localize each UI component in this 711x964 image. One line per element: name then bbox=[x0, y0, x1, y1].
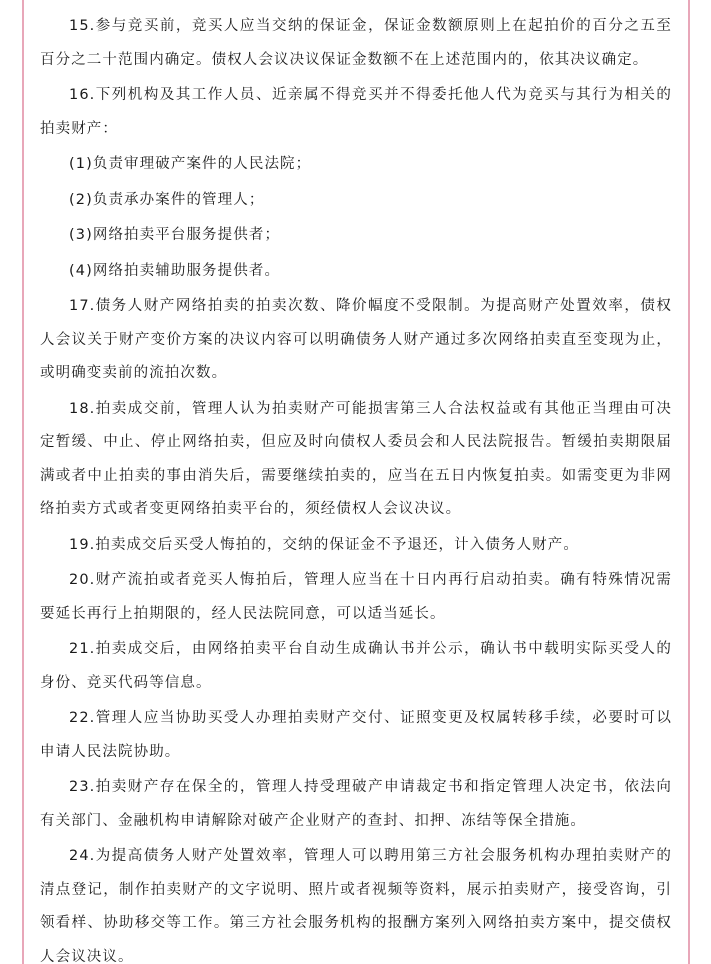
document-body bbox=[40, 10, 672, 964]
paragraph-15: 15.参与竞买前，竞买人应当交纳的保证金，保证金数额原则上在起拍价的百分之五至百分之二十范围内确定。债权人会议决议保证金数额不在上述范围内的，依其决议确定。 bbox=[40, 18, 672, 68]
paragraph-21: 21.拍卖成交后，由网络拍卖平台自动生成确认书并公示，确认书中载明实际买受人的身份、竞买代码等信息。 bbox=[40, 641, 672, 691]
page-border-right bbox=[688, 0, 690, 964]
paragraph-18: 18.拍卖成交前，管理人认为拍卖财产可能损害第三人合法权益或有其他正当理由可决定暂缓、中止、停止网络拍卖，但应及时向债权人委员会和人民法院报告。暂缓拍卖期限届满或者中止拍卖的事由消失后，需要继续拍卖的，应当在五日内恢复拍卖。如需变更为非网络拍卖方式或者变更网络拍卖平台的，须经债权人会议决议。 bbox=[40, 400, 672, 517]
paragraph-22: 22.管理人应当协助买受人办理拍卖财产交付、证照变更及权属转移手续，必要时可以申请人民法院协助。 bbox=[40, 710, 672, 760]
list-item: (1)负责审理破产案件的人民法院； bbox=[69, 156, 312, 172]
list-item: (3)网络拍卖平台服务提供者； bbox=[69, 227, 281, 243]
list-item: (4)网络拍卖辅助服务提供者。 bbox=[69, 262, 281, 279]
page-border-left bbox=[22, 0, 24, 964]
paragraph-16: 16.下列机构及其工作人员、近亲属不得竞买并不得委托他人代为竞买与其行为相关的拍卖财产： bbox=[40, 87, 672, 137]
paragraph-23: 23.拍卖财产存在保全的，管理人持受理破产申请裁定书和指定管理人决定书，依法向有关部门、金融机构申请解除对破产企业财产的查封、扣押、冻结等保全措施。 bbox=[40, 779, 672, 829]
paragraph-20: 20.财产流拍或者竞买人悔拍后，管理人应当在十日内再行启动拍卖。确有特殊情况需要延长再行上拍期限的，经人民法院同意，可以适当延长。 bbox=[40, 572, 672, 622]
paragraph-24: 24.为提高债务人财产处置效率，管理人可以聘用第三方社会服务机构办理拍卖财产的清点登记，制作拍卖财产的文字说明、照片或者视频等资料，展示拍卖财产，接受咨询，引领看样、协助移交等工作。第三方社会服务机构的报酬方案列入网络拍卖方案中，提交债权人会议决议。 bbox=[40, 848, 672, 964]
paragraph-19: 19.拍卖成交后买受人悔拍的，交纳的保证金不予退还，计入债务人财产。 bbox=[69, 536, 579, 553]
paragraph-17: 17.债务人财产网络拍卖的拍卖次数、降价幅度不受限制。为提高财产处置效率，债权人会议关于财产变价方案的决议内容可以明确债务人财产通过多次网络拍卖直至变现为止，或明确变卖前的流拍次数。 bbox=[40, 298, 672, 381]
list-item: (2)负责承办案件的管理人； bbox=[69, 191, 265, 208]
